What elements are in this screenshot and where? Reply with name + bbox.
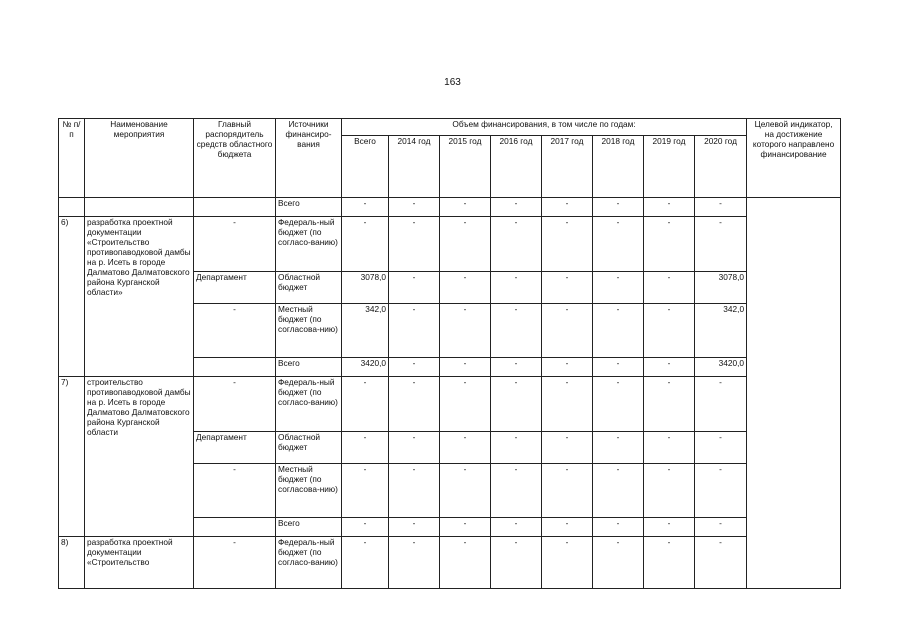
- value-cell: -: [542, 304, 593, 358]
- value-cell: -: [593, 272, 644, 304]
- cell-empty: [194, 358, 276, 377]
- value-cell: -: [491, 377, 542, 432]
- value-cell: -: [644, 272, 695, 304]
- header-indicator: Целевой индикатор, на достижение которого направлено финансирование: [747, 119, 841, 198]
- manager-cell: -: [194, 464, 276, 518]
- value-cell: -: [389, 464, 440, 518]
- value-cell: -: [440, 464, 491, 518]
- value-cell: -: [342, 518, 389, 537]
- measure-name: разработка проектной документации «Строительство противопаводковой дамбы на р. Исеть в городе Далматово Далматовского района Курганской области»: [85, 217, 194, 377]
- value-cell: -: [593, 198, 644, 217]
- table-row: [59, 377, 841, 432]
- header-total: Всего: [342, 136, 389, 198]
- header-year: 2015 год: [440, 136, 491, 198]
- measure-num: 7): [59, 377, 85, 537]
- value-cell: -: [342, 217, 389, 272]
- value-cell: -: [389, 272, 440, 304]
- value-cell: -: [644, 432, 695, 464]
- measure-name: разработка проектной документации «Строительство: [85, 537, 194, 589]
- value-cell: -: [389, 304, 440, 358]
- value-cell: -: [695, 464, 747, 518]
- value-cell: 3078,0: [695, 272, 747, 304]
- cell-empty: [194, 518, 276, 537]
- value-cell: -: [542, 518, 593, 537]
- manager-cell: -: [194, 217, 276, 272]
- value-cell: -: [491, 217, 542, 272]
- manager-cell: -: [194, 304, 276, 358]
- source-cell: Федераль-ный бюджет (по согласо-ванию): [276, 537, 342, 589]
- value-cell: 3420,0: [342, 358, 389, 377]
- value-cell: -: [491, 304, 542, 358]
- table-row: [59, 537, 841, 589]
- value-cell: -: [491, 518, 542, 537]
- table-row: [59, 198, 841, 217]
- measure-num: 8): [59, 537, 85, 589]
- value-cell: -: [695, 377, 747, 432]
- value-cell: -: [644, 518, 695, 537]
- value-cell: -: [644, 537, 695, 589]
- financing-table: [58, 118, 841, 589]
- value-cell: -: [389, 432, 440, 464]
- value-cell: -: [389, 518, 440, 537]
- source-cell: Местный бюджет (по согласова-нию): [276, 304, 342, 358]
- value-cell: -: [342, 464, 389, 518]
- value-cell: -: [593, 537, 644, 589]
- value-cell: -: [644, 464, 695, 518]
- manager-cell: -: [194, 377, 276, 432]
- value-cell: -: [440, 537, 491, 589]
- value-cell: -: [389, 537, 440, 589]
- source-cell: Областной бюджет: [276, 272, 342, 304]
- value-cell: -: [695, 432, 747, 464]
- manager-cell: -: [194, 537, 276, 589]
- value-cell: -: [491, 272, 542, 304]
- value-cell: -: [542, 358, 593, 377]
- value-cell: -: [389, 358, 440, 377]
- cell-empty: [59, 198, 85, 217]
- value-cell: -: [440, 198, 491, 217]
- value-cell: -: [542, 377, 593, 432]
- source-cell: Федераль-ный бюджет (по согласо-ванию): [276, 377, 342, 432]
- value-cell: -: [440, 358, 491, 377]
- value-cell: 3078,0: [342, 272, 389, 304]
- value-cell: -: [542, 537, 593, 589]
- value-cell: -: [491, 358, 542, 377]
- value-cell: -: [593, 217, 644, 272]
- value-cell: -: [695, 198, 747, 217]
- indicator-cell: [747, 198, 841, 589]
- header-volume: Объем финансирования, в том числе по годам:: [342, 119, 747, 136]
- cell-empty: [194, 198, 276, 217]
- value-cell: -: [644, 377, 695, 432]
- value-cell: -: [389, 198, 440, 217]
- source-cell: Всего: [276, 518, 342, 537]
- measure-name: строительство противопаводковой дамбы на р. Исеть в городе Далматово Далматовского района Курганской области: [85, 377, 194, 537]
- value-cell: 3420,0: [695, 358, 747, 377]
- header-year: 2020 год: [695, 136, 747, 198]
- value-cell: -: [440, 518, 491, 537]
- source-cell: Областной бюджет: [276, 432, 342, 464]
- value-cell: -: [491, 432, 542, 464]
- value-cell: -: [644, 358, 695, 377]
- value-cell: -: [542, 217, 593, 272]
- value-cell: -: [593, 377, 644, 432]
- header-year: 2019 год: [644, 136, 695, 198]
- value-cell: -: [644, 198, 695, 217]
- value-cell: -: [593, 432, 644, 464]
- manager-cell: Департамент: [194, 432, 276, 464]
- value-cell: -: [542, 198, 593, 217]
- value-cell: -: [593, 518, 644, 537]
- table-row: [59, 217, 841, 272]
- value-cell: 342,0: [342, 304, 389, 358]
- source-cell: Всего: [276, 198, 342, 217]
- header-sources: Источники финансиро-вания: [276, 119, 342, 198]
- source-cell: Местный бюджет (по согласова-нию): [276, 464, 342, 518]
- value-cell: 342,0: [695, 304, 747, 358]
- value-cell: -: [440, 377, 491, 432]
- header-row-1: [59, 119, 841, 136]
- value-cell: -: [695, 537, 747, 589]
- value-cell: -: [695, 217, 747, 272]
- value-cell: -: [644, 217, 695, 272]
- value-cell: -: [542, 464, 593, 518]
- manager-cell: Департамент: [194, 272, 276, 304]
- value-cell: -: [695, 518, 747, 537]
- value-cell: -: [593, 304, 644, 358]
- source-cell: Федераль-ный бюджет (по согласо-ванию): [276, 217, 342, 272]
- value-cell: -: [389, 377, 440, 432]
- value-cell: -: [342, 377, 389, 432]
- value-cell: -: [440, 272, 491, 304]
- page-number: 163: [444, 77, 461, 88]
- value-cell: -: [593, 464, 644, 518]
- value-cell: -: [542, 432, 593, 464]
- value-cell: -: [342, 198, 389, 217]
- value-cell: -: [593, 358, 644, 377]
- value-cell: -: [440, 304, 491, 358]
- value-cell: -: [491, 198, 542, 217]
- value-cell: -: [542, 272, 593, 304]
- header-year: 2017 год: [542, 136, 593, 198]
- value-cell: -: [491, 537, 542, 589]
- value-cell: -: [440, 217, 491, 272]
- header-name: Наименование мероприятия: [85, 119, 194, 198]
- value-cell: -: [342, 537, 389, 589]
- header-year: 2014 год: [389, 136, 440, 198]
- value-cell: -: [342, 432, 389, 464]
- value-cell: -: [389, 217, 440, 272]
- cell-empty: [85, 198, 194, 217]
- measure-num: 6): [59, 217, 85, 377]
- value-cell: -: [491, 464, 542, 518]
- header-year: 2018 год: [593, 136, 644, 198]
- value-cell: -: [644, 304, 695, 358]
- value-cell: -: [440, 432, 491, 464]
- header-year: 2016 год: [491, 136, 542, 198]
- source-cell: Всего: [276, 358, 342, 377]
- header-num: № п/п: [59, 119, 85, 198]
- header-manager: Главный распорядитель средств областного бюджета: [194, 119, 276, 198]
